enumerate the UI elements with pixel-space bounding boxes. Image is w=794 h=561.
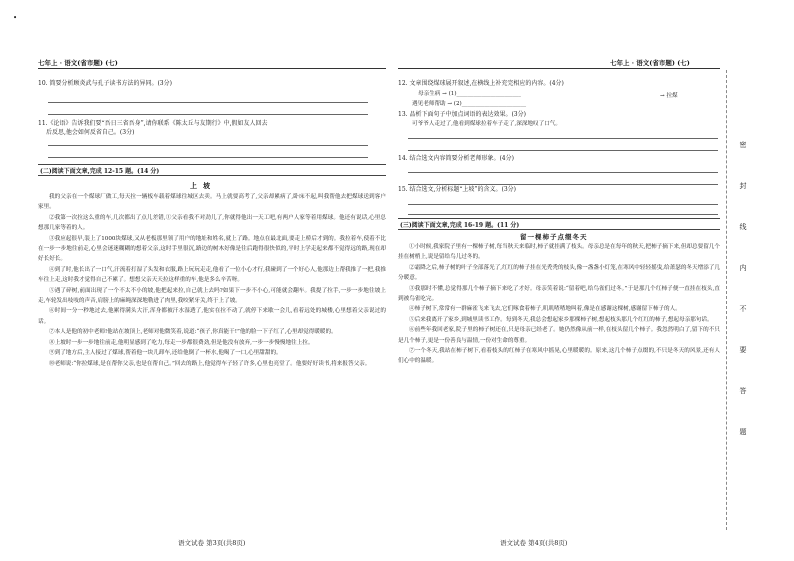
answer-line	[408, 172, 718, 173]
header-right: 七年上 · 语文(省市题) (七)	[610, 59, 690, 67]
answer-line	[48, 114, 368, 115]
paragraph: ⑩老师说:“你拉煤球,是在帮你父亲,也是在帮自己。”回去的路上,他觉得车子轻了许多,心里也亮堂了。他要好好读书,将来报答父亲。	[49, 360, 371, 367]
question-11-line2: 后反思,他会如何反省自己。(3分)	[46, 129, 135, 136]
seal-char: 不	[739, 305, 747, 313]
paragraph: ②我第一次拉这么重的车,几次都出了点儿差错,①父亲看我不对劲儿了,你就得他出一天工吧,有两户人家等着用煤球。他还有说话,心里总想那几家等着的人。	[38, 214, 386, 232]
paragraph: ③我那时不懂,总觉得那几个柿子摘下来吃了才好。母亲笑着说:“留着吧,给鸟雀们过冬。”于是那几个红柿子便一直挂在枝头,直到被鸟雀吃完。	[398, 285, 720, 303]
q12-blank-2: 遇见老师帮助 → (2)_______________________	[412, 101, 527, 107]
question-13: 13. 品析下面句子中加点词语的表达效果。(3分)	[398, 111, 526, 118]
article-body-right	[398, 242, 720, 534]
seal-char: 要	[739, 346, 747, 354]
answer-line	[408, 204, 718, 205]
paragraph: ③我应起很早,装上了1000块煤球,又从老板那里领了用户的地址和姓名,就上了路。地点在最北面,要走上桥后才到的。我拉着车,使着不比在一步一步地往前走,心里会迷迷糊糊的想着父亲,这时手里很沉,路边的树木好像是往后跑得很快似的,平时上学走起来都不觉得远的路,现在却好长好长。	[38, 235, 386, 263]
answer-line	[408, 150, 718, 151]
paragraph: ⑤后来我离开了家乡,到城里读书工作。每到冬天,我总会想起家乡那棵柿子树,想起枝头那几个红红的柿子,想起母亲那句话。	[409, 316, 713, 323]
footer-left: 语文试卷 第3页(共8页)	[178, 539, 246, 547]
paragraph: ⑨到了地方后,主人接过了煤球,帮着他一块儿卸车,还给他倒了一杯水,他喝了一口,心里甜甜的。	[49, 350, 282, 357]
paragraph: ②霜降之后,柿子树的叶子全部落光了,红红的柿子挂在光秃秃的枝头,像一盏盏小灯笼,在寒风中轻轻摇曳,给萧瑟的冬天增添了几分暖意。	[398, 264, 720, 282]
answer-line	[48, 157, 368, 158]
seal-char: 封	[739, 182, 747, 190]
seal-char: 题	[739, 428, 747, 436]
section-rule	[38, 164, 386, 165]
section-2-heading: (二)阅读下面文章,完成 12-15 题。(14 分)	[40, 168, 160, 175]
answer-line	[408, 214, 718, 215]
answer-line	[48, 145, 368, 146]
paragraph: ⑧上坡时一步一步地往前走,他明显感到了吃力,每走一步都很费劲,但是他没有放弃,一步一步慢慢地往上拉。	[49, 339, 314, 346]
paragraph: ④到了时,他长出了一口气,汗流着打湿了头发和衣服,路上玩玩走走,他看了一位小心才行,我碰到了一个好心人,他那边上帮我推了一把,我推车往上走,这时我才觉得自己不累了。想想父亲天天拉这样重的车,他是多么辛苦呀。	[38, 266, 386, 284]
seal-char: 密	[739, 141, 747, 149]
header-rule-left	[38, 68, 386, 69]
question-11-line1: 11.《论语》告诉我们要“吾日三省吾身”,请你联系《陈太丘与友期行》中,假如友人回去	[38, 120, 268, 127]
paragraph: ⑥时间一分一秒地过去,他累得满头大汗,浑身都被汗水湿透了,他实在拉不动了,就停下来歇一会儿,看着远处的城楼,心里想着父亲说过的话。	[38, 308, 386, 325]
question-15: 15. 结合选文,分析标题“上坡”的含义。(3分)	[398, 186, 516, 193]
seal-char: 线	[739, 223, 747, 231]
question-12: 12. 文章围绕煤球展开叙述,在横线上补充完相应的内容。(4分)	[398, 80, 564, 87]
answer-line	[408, 138, 718, 139]
paragraph: ①小时候,我家院子里有一棵柿子树,每当秋天来临时,柿子就挂满了枝头。母亲总是在每年的秋天,把柿子摘下来,但却总要留几个挂在树梢上,说是留给鸟儿过冬的。	[398, 244, 720, 261]
section-3-heading: (三)阅读下面文章,完成 16-19 题。(11 分)	[400, 222, 520, 229]
section-rule	[38, 175, 386, 176]
paragraph: ⑦一个冬天,我站在柿子树下,看着枝头的红柿子在寒风中摇晃,心里暖暖的。原来,这几个柿子点缀的,不只是冬天的风景,还有人们心中的温暖。	[398, 348, 720, 365]
q13-sentence: 可爷爷人走过了,他看到煤球拉着车子走了,深深地叹了口气。	[412, 121, 561, 127]
article-body-left	[38, 192, 386, 534]
answer-line	[408, 184, 718, 185]
answer-line	[48, 102, 368, 103]
seal-char: 内	[739, 264, 747, 272]
section-rule	[398, 218, 720, 219]
header-left: 七年上 · 语文(省市题) (七)	[38, 59, 118, 67]
question-10: 10. 简要分析顾炎武与孔子读书方法的异同。(3分)	[38, 80, 172, 87]
q12-blank-1: 母亲生病 → (1)_______________________	[418, 91, 521, 97]
paragraph: ⑤遇了碎树,前面出现了一个不太不小的坡,他把起来拉,自己就上去吗?如果下一步不小心,可能就会翻车。我提了拉手,一步一步地往坡上走,车轮发出吱吱的声音,肩膀上的麻绳深深地勒进了肉里,我咬紧牙关,终于上了坡。	[38, 287, 386, 305]
section-rule	[398, 229, 720, 230]
article-title-persimmon: 留一棵柿子点缀冬天	[520, 233, 588, 241]
paragraph: ⑥前些年我回老家,院子里的柿子树还在,只是母亲已经老了。她仍然像从前一样,在枝头留几个柿子。我忽然明白了,留下的不只是几个柿子,更是一份善良与温情,一份对生命的尊重。	[398, 327, 720, 344]
header-rule-right	[398, 68, 720, 69]
corner-mark: •	[13, 14, 18, 22]
q12-end: → 拉煤	[660, 93, 678, 99]
seal-char: 答	[739, 387, 747, 395]
seal-notice	[733, 140, 753, 468]
question-14: 14. 结合选文内容简要分析老师形象。(4分)	[398, 155, 514, 162]
paragraph: ⑦本人是他的初中老师!他站在坡顶上,老师对他微笑着,说道:“孩子,你真能干!”他的脸一下子红了,心里却觉得暖暖的。	[49, 329, 337, 336]
seal-dashed-line	[726, 70, 727, 530]
article-title-uphill: 上坡	[190, 181, 216, 190]
footer-right: 语文试卷 第4页(共8页)	[500, 539, 568, 547]
paragraph: 我的父亲在一个煤球厂做工,每天拉一辆板车载着煤球往城区去卖。马上就要高考了,父亲却累病了,卧床不起,叫我帮他去把煤球送到客户家里。	[38, 194, 386, 211]
paragraph: ④柿子树下,常常有一群麻雀飞来飞去,它们啄食着柿子,叽叽喳喳地叫着,像是在感谢这棵树,感谢留下柿子的人。	[409, 306, 681, 313]
